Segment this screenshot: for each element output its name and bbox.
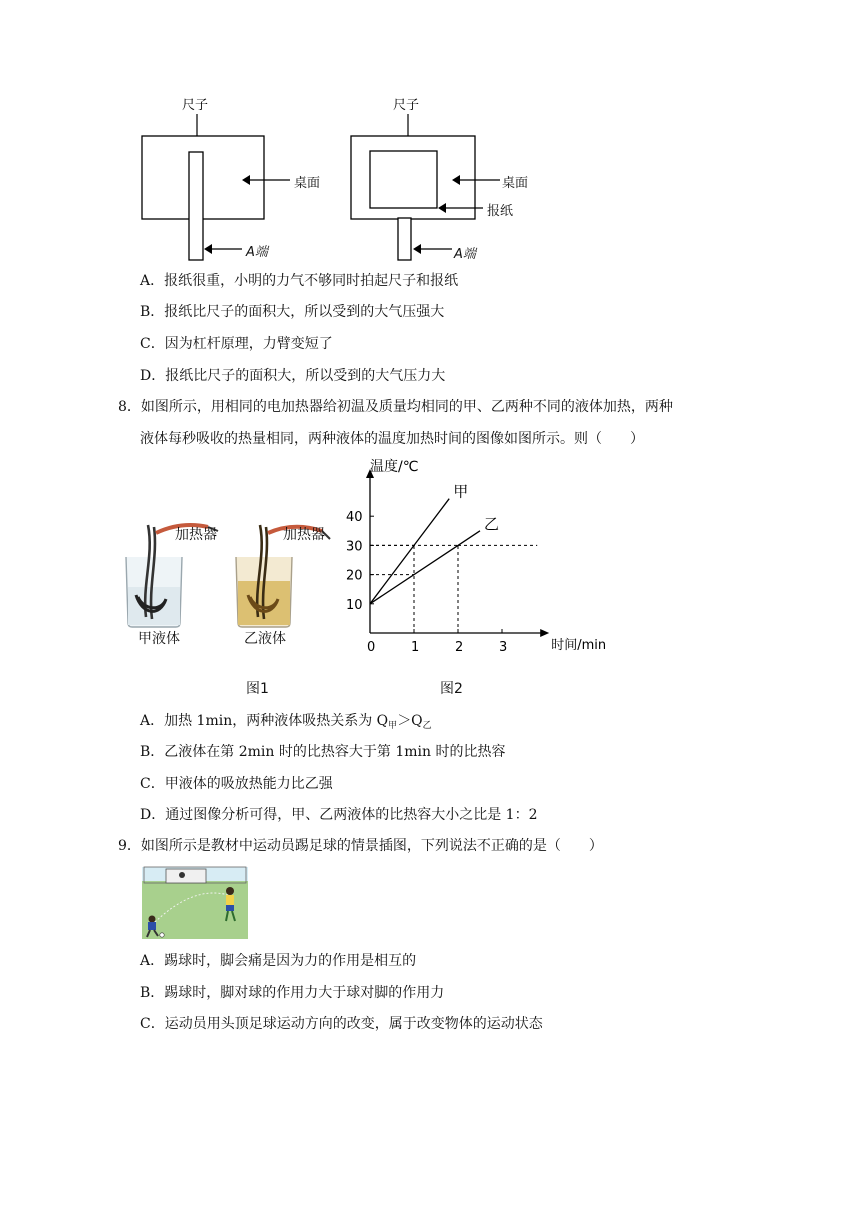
q9-option-a[interactable]: A．踢球时，脚会痛是因为力的作用是相互的: [140, 953, 417, 969]
series-label-jia: 甲: [453, 482, 469, 501]
newspaper-rect: [370, 151, 437, 208]
q7-option-a[interactable]: A．报纸很重，小明的力气不够同时拍起尺子和报纸: [140, 273, 459, 289]
series-line-yi: [370, 531, 480, 604]
end-label: A端: [454, 247, 476, 262]
figure-1-caption: 图1: [246, 681, 269, 697]
x-axis-arrow: [540, 629, 549, 637]
series-label-yi: 乙: [484, 514, 500, 533]
heater-label-1: 加热器: [175, 527, 217, 543]
q8-stem-line2: 液体每秒吸收的热量相同，两种液体的温度加热时间的图像如图所示。则（ ）: [140, 431, 644, 447]
x-tick-label: 1: [411, 640, 420, 655]
y-tick-label: 20: [346, 568, 363, 584]
goalkeeper-icon: [179, 872, 185, 878]
q8-option-d[interactable]: D．通过图像分析可得，甲、乙两液体的比热容大小之比是 1：2: [140, 807, 538, 823]
football-icon: [160, 933, 164, 937]
football-illustration: [142, 867, 248, 939]
ruler-rect: [398, 218, 411, 260]
heater-label-2: 加热器: [283, 527, 325, 543]
q8-option-a[interactable]: A．加热 1min，两种液体吸热关系为 $Q_甲>Q_乙$: [140, 713, 432, 731]
figure-2-caption: 图2: [440, 681, 463, 697]
ruler-label: 尺子: [393, 98, 420, 113]
q9-stem: 9．如图所示是教材中运动员踢足球的情景插图，下列说法不正确的是（ ）: [118, 838, 603, 854]
series-line-jia: [370, 499, 449, 604]
x-tick-label: 3: [499, 640, 508, 655]
q7-option-d[interactable]: D．报纸比尺子的面积大，所以受到的大气压力大: [140, 368, 446, 384]
y-tick-label: 30: [346, 539, 363, 555]
desk-label: 桌面: [502, 176, 529, 191]
liquid-yi-label: 乙液体: [244, 631, 286, 647]
y-tick-label: 10: [346, 597, 363, 613]
ruler-label: 尺子: [182, 98, 209, 113]
ruler-rect: [189, 152, 203, 260]
y-axis-label: 温度/℃: [370, 459, 419, 475]
y-tick-label: 40: [346, 510, 363, 526]
q8-option-b[interactable]: B．乙液体在第 2min 时的比热容大于第 1min 时的比热容: [140, 744, 506, 760]
q7-option-b[interactable]: B．报纸比尺子的面积大，所以受到的大气压强大: [140, 304, 445, 320]
q8-stem-line1: 8．如图所示，用相同的电加热器给初温及质量均相同的甲、乙两种不同的液体加热，两种: [118, 399, 673, 415]
end-label: A端: [246, 245, 268, 260]
x-axis-label: 时间/min: [551, 638, 607, 653]
x-tick-label: 0: [367, 640, 376, 655]
q7-option-c[interactable]: C．因为杠杆原理，力臂变短了: [140, 336, 333, 352]
liquid-jia-label: 甲液体: [138, 631, 180, 647]
desk-label: 桌面: [294, 176, 321, 191]
q8-option-c[interactable]: C．甲液体的吸放热能力比乙强: [140, 776, 333, 792]
q9-option-b[interactable]: B．踢球时，脚对球的作用力大于球对脚的作用力: [140, 985, 445, 1001]
q9-option-c[interactable]: C．运动员用头顶足球运动方向的改变，属于改变物体的运动状态: [140, 1016, 543, 1032]
temperature-time-chart: [340, 455, 607, 665]
newspaper-label: 报纸: [487, 204, 514, 219]
x-tick-label: 2: [455, 640, 464, 655]
